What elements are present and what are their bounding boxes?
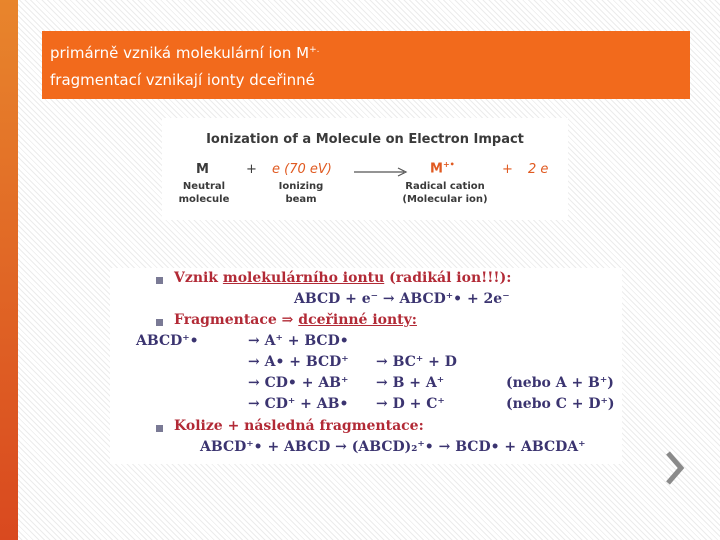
fragment-3c: (nebo A + B⁺) bbox=[506, 375, 614, 391]
bullet-2-text bbox=[174, 312, 417, 328]
equation-3: ABCD⁺• + ABCD → (ABCD)₂⁺• → BCD• + ABCDA⁺ bbox=[200, 439, 586, 455]
bullet-2 bbox=[156, 319, 163, 326]
equation-1: ABCD + e⁻ → ABCD⁺• + 2e⁻ bbox=[294, 291, 510, 307]
b1-rest: (radikál ion!!!): bbox=[384, 270, 512, 286]
caption-beam: beam bbox=[285, 194, 317, 205]
ionization-figure bbox=[162, 118, 568, 220]
m-rad: M bbox=[430, 161, 443, 177]
caption-molecule: molecule bbox=[178, 194, 230, 205]
next-slide-icon[interactable] bbox=[665, 450, 685, 486]
bullet-3-text: Kolize + následná fragmentace: bbox=[174, 418, 424, 434]
radical-cation-symbol bbox=[430, 160, 455, 176]
arrow-icon bbox=[354, 167, 410, 177]
two-electrons: 2 e bbox=[528, 162, 549, 177]
fragment-2a: → A• + BCD⁺ bbox=[248, 354, 349, 370]
fragment-1: → A⁺ + BCD• bbox=[248, 333, 349, 349]
plus-sign-2: + bbox=[502, 162, 513, 177]
electron-beam-label: e (70 eV) bbox=[272, 162, 332, 177]
b1-link: molekulárního iontu bbox=[222, 270, 385, 286]
bullet-1 bbox=[156, 277, 163, 284]
plus-sign: + bbox=[246, 162, 257, 177]
abcd-ion: ABCD⁺• bbox=[136, 333, 199, 349]
b2-link: dceřinné ionty: bbox=[298, 312, 417, 328]
caption-ionizing: Ionizing bbox=[278, 181, 324, 192]
bullet-1-text bbox=[174, 270, 511, 286]
ionizing-beam-caption bbox=[266, 180, 336, 206]
b1-label: Vznik bbox=[174, 270, 223, 286]
header-line-1 bbox=[50, 37, 690, 67]
fragment-4a: → CD⁺ + AB• bbox=[248, 396, 349, 412]
fragment-3b: → B + A⁺ bbox=[376, 375, 445, 391]
header-sup: +. bbox=[309, 45, 320, 55]
fragment-4b: → D + C⁺ bbox=[376, 396, 445, 412]
header-box bbox=[42, 31, 690, 99]
neutral-molecule-caption bbox=[166, 180, 242, 206]
accent-bar bbox=[0, 0, 18, 540]
m-rad-sup: +• bbox=[442, 160, 455, 169]
radical-cation-caption bbox=[390, 180, 500, 206]
b2-label: Fragmentace ⇒ bbox=[174, 312, 299, 328]
m-symbol: M bbox=[196, 162, 209, 177]
header-text-1: primárně vzniká molekulární ion M bbox=[50, 44, 310, 62]
caption-molion: (Molecular ion) bbox=[402, 194, 488, 205]
bullet-3 bbox=[156, 425, 163, 432]
caption-neutral: Neutral bbox=[182, 181, 226, 192]
fragment-4c: (nebo C + D⁺) bbox=[506, 396, 615, 412]
caption-radical: Radical cation bbox=[405, 181, 485, 192]
fragment-3a: → CD• + AB⁺ bbox=[248, 375, 349, 391]
header-line-2: fragmentací vznikají ionty dceřinné bbox=[50, 71, 315, 89]
figure1-title: Ionization of a Molecule on Electron Impact bbox=[206, 132, 524, 147]
fragmentation-figure bbox=[110, 268, 622, 464]
fragment-2b: → BC⁺ + D bbox=[376, 354, 457, 370]
